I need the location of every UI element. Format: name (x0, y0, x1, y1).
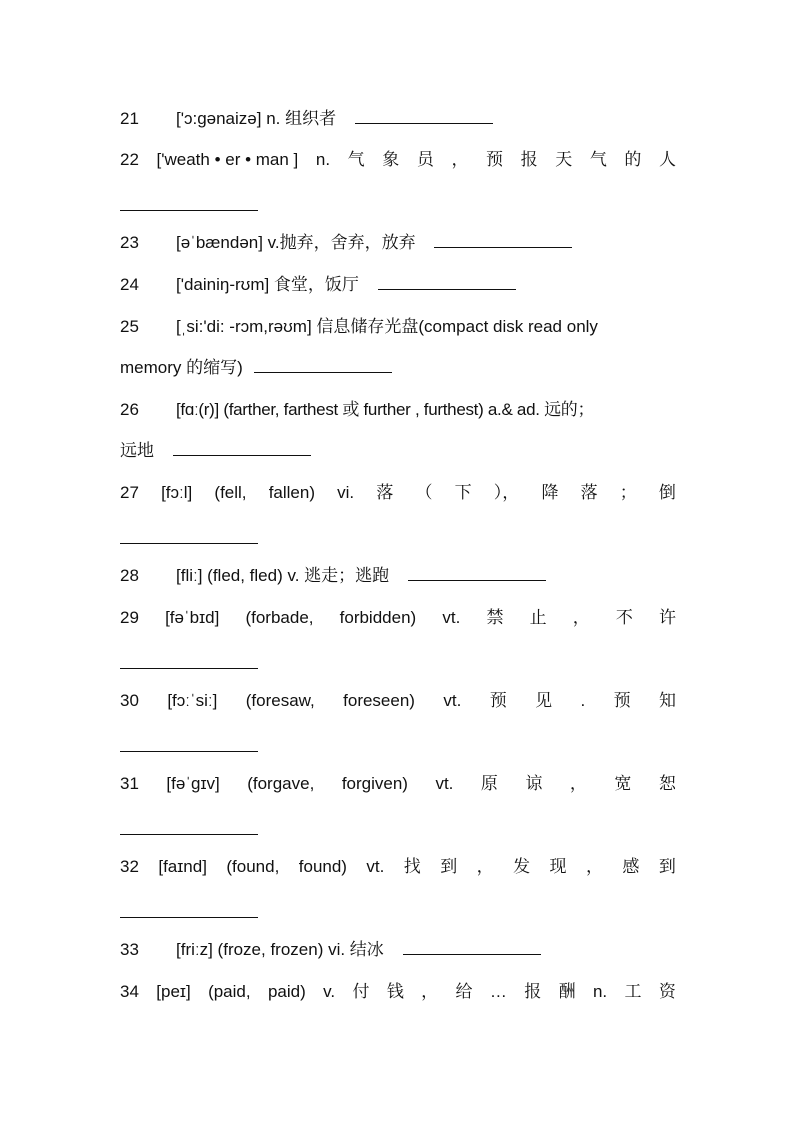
entry-token: (forbade, (245, 608, 314, 627)
entry-token: 天 (555, 150, 573, 169)
entry-text: [ˌsi:'di: -rɔm,rəʊm] 信息储存光盘(compact disk read only (176, 317, 598, 336)
entry-token: [faɪnd] (158, 857, 207, 876)
answer-blank[interactable] (378, 274, 516, 290)
entry-token: 预 (613, 691, 631, 710)
entry-text: ['dainiŋ-rʊm] 食堂，饭厅 (176, 275, 359, 294)
entry-token: vt. (442, 608, 461, 627)
entry-token: found) (298, 857, 347, 876)
entry-token: （ (415, 483, 433, 502)
answer-blank[interactable] (120, 733, 258, 752)
entry-token: ， (451, 150, 469, 169)
entry-text-continued: memory 的缩写) (120, 358, 243, 377)
entry-token: 禁 (486, 608, 504, 627)
entry-token: ， (585, 857, 603, 876)
entry-text: [fɑː(r)] (farther, farthest 或 further , furthest) a.& ad. 远的； (176, 400, 595, 419)
vocab-entry-25 (120, 315, 676, 339)
entry-token: (foresaw, (245, 691, 315, 710)
entry-token: ）， (493, 483, 520, 502)
entry-text: [friːz] (froze, frozen) vi. 结冰 (176, 940, 384, 959)
entry-token: ， (569, 774, 587, 793)
entry-token: 许 (659, 608, 676, 627)
entry-token: 象 (382, 150, 400, 169)
entry-token: ； (619, 483, 637, 502)
entry-token: foreseen) (343, 691, 415, 710)
entry-token: vi. (337, 483, 355, 502)
answer-blank[interactable] (403, 939, 541, 955)
entry-token: n. (592, 982, 608, 1001)
vocab-entry-31 (120, 772, 676, 796)
entry-token: 知 (659, 691, 676, 710)
answer-blank[interactable] (120, 816, 258, 835)
entry-token: 感 (622, 857, 640, 876)
entry-token: 恕 (658, 774, 676, 793)
vocab-entry-32 (120, 855, 676, 879)
vocab-entry-21 (120, 107, 676, 131)
entry-token: n. (315, 150, 331, 169)
entry-token: 落 (580, 483, 598, 502)
vocab-entry-26-continued (120, 439, 676, 463)
entry-token: 止 (529, 608, 547, 627)
entry-number: 23 (120, 233, 139, 252)
entry-token: 人 (659, 150, 676, 169)
vocab-entry-30 (120, 689, 676, 713)
entry-token: forbidden) (339, 608, 417, 627)
entry-token: [fɔːˈsiː] (167, 691, 218, 710)
entry-number: 22 (120, 150, 139, 169)
entry-number: 28 (120, 566, 139, 585)
answer-blank[interactable] (120, 650, 258, 669)
entry-token: ['weath • er • man ] (156, 150, 299, 169)
entry-token: v. (323, 982, 336, 1001)
answer-blank[interactable] (355, 108, 493, 124)
entry-token: 找 (403, 857, 421, 876)
entry-token: fallen) (268, 483, 315, 502)
entry-number: 30 (120, 691, 139, 710)
entry-token: vt. (435, 774, 454, 793)
vocab-entry-34 (120, 980, 676, 1004)
entry-token: 宽 (614, 774, 632, 793)
entry-number: 32 (120, 857, 139, 876)
entry-token: 钱 (386, 982, 404, 1001)
vocab-entry-26 (120, 398, 676, 422)
entry-token: 到 (658, 857, 676, 876)
entry-token: 现 (549, 857, 567, 876)
entry-token: 工 (624, 982, 642, 1001)
entry-token: 付 (352, 982, 370, 1001)
entry-number: 21 (120, 109, 139, 128)
entry-token: 的 (624, 150, 642, 169)
entry-token: (forgave, (247, 774, 315, 793)
entry-token: … (489, 982, 507, 1001)
entry-token: 员 (416, 150, 434, 169)
entry-token: 发 (513, 857, 531, 876)
entry-token: paid) (267, 982, 306, 1001)
entry-token: ， (421, 982, 439, 1001)
entry-token: vt. (443, 691, 462, 710)
entry-token: 预 (486, 150, 504, 169)
entry-number: 25 (120, 317, 139, 336)
entry-token: 到 (440, 857, 458, 876)
entry-token: 降 (541, 483, 559, 502)
entry-token: vt. (366, 857, 385, 876)
vocab-entry-27 (120, 481, 676, 505)
vocab-entry-28 (120, 564, 676, 588)
entry-number: 33 (120, 940, 139, 959)
entry-token: 落 (376, 483, 394, 502)
entry-text: [fliː] (fled, fled) v. 逃走；逃跑 (176, 566, 390, 585)
entry-token: 预 (489, 691, 507, 710)
entry-token: 谅 (525, 774, 543, 793)
entry-token: 气 (347, 150, 365, 169)
entry-token: ， (572, 608, 590, 627)
answer-blank[interactable] (434, 232, 572, 248)
entry-token: [fəˈbɪd] (165, 608, 220, 627)
entry-text-continued: 远地 (120, 441, 154, 460)
vocab-entry-33 (120, 938, 676, 962)
entry-number: 24 (120, 275, 139, 294)
answer-blank[interactable] (120, 192, 258, 211)
entry-token: [fɔːl] (161, 483, 193, 502)
entry-number: 27 (120, 483, 139, 502)
entry-token: 见 (535, 691, 553, 710)
entry-token: 给 (455, 982, 473, 1001)
vocab-entry-24 (120, 273, 676, 297)
answer-blank[interactable] (120, 525, 258, 544)
answer-blank[interactable] (408, 565, 546, 581)
entry-token: 酬 (558, 982, 576, 1001)
entry-token: ， (476, 857, 494, 876)
entry-token: (paid, (208, 982, 251, 1001)
entry-token: 资 (658, 982, 676, 1001)
vocab-entry-29 (120, 606, 676, 630)
entry-text: ['ɔ:gənaizə] n. 组织者 (176, 109, 337, 128)
entry-token: [peɪ] (156, 982, 191, 1001)
vocab-entry-23 (120, 231, 676, 255)
entry-number: 26 (120, 400, 139, 419)
entry-token: 倒 (658, 483, 676, 502)
entry-token: 报 (524, 982, 542, 1001)
vocab-entry-22 (120, 148, 676, 172)
entry-token: . (580, 691, 586, 710)
entry-token: 不 (615, 608, 633, 627)
entry-token: (fell, (214, 483, 247, 502)
answer-blank[interactable] (254, 357, 392, 373)
entry-token: (found, (226, 857, 280, 876)
entry-token: 原 (480, 774, 498, 793)
entry-token: [fəˈɡɪv] (166, 774, 220, 793)
entry-token: forgiven) (341, 774, 408, 793)
entry-number: 31 (120, 774, 139, 793)
answer-blank[interactable] (173, 440, 311, 456)
entry-number: 34 (120, 982, 139, 1001)
entry-token: 报 (520, 150, 538, 169)
vocab-entry-25-continued (120, 356, 676, 380)
entry-token: 气 (589, 150, 607, 169)
answer-blank[interactable] (120, 899, 258, 918)
entry-token: 下 (454, 483, 472, 502)
entry-number: 29 (120, 608, 139, 627)
entry-text: [əˈbændən] v.抛弃，舍弃，放弃 (176, 233, 416, 252)
